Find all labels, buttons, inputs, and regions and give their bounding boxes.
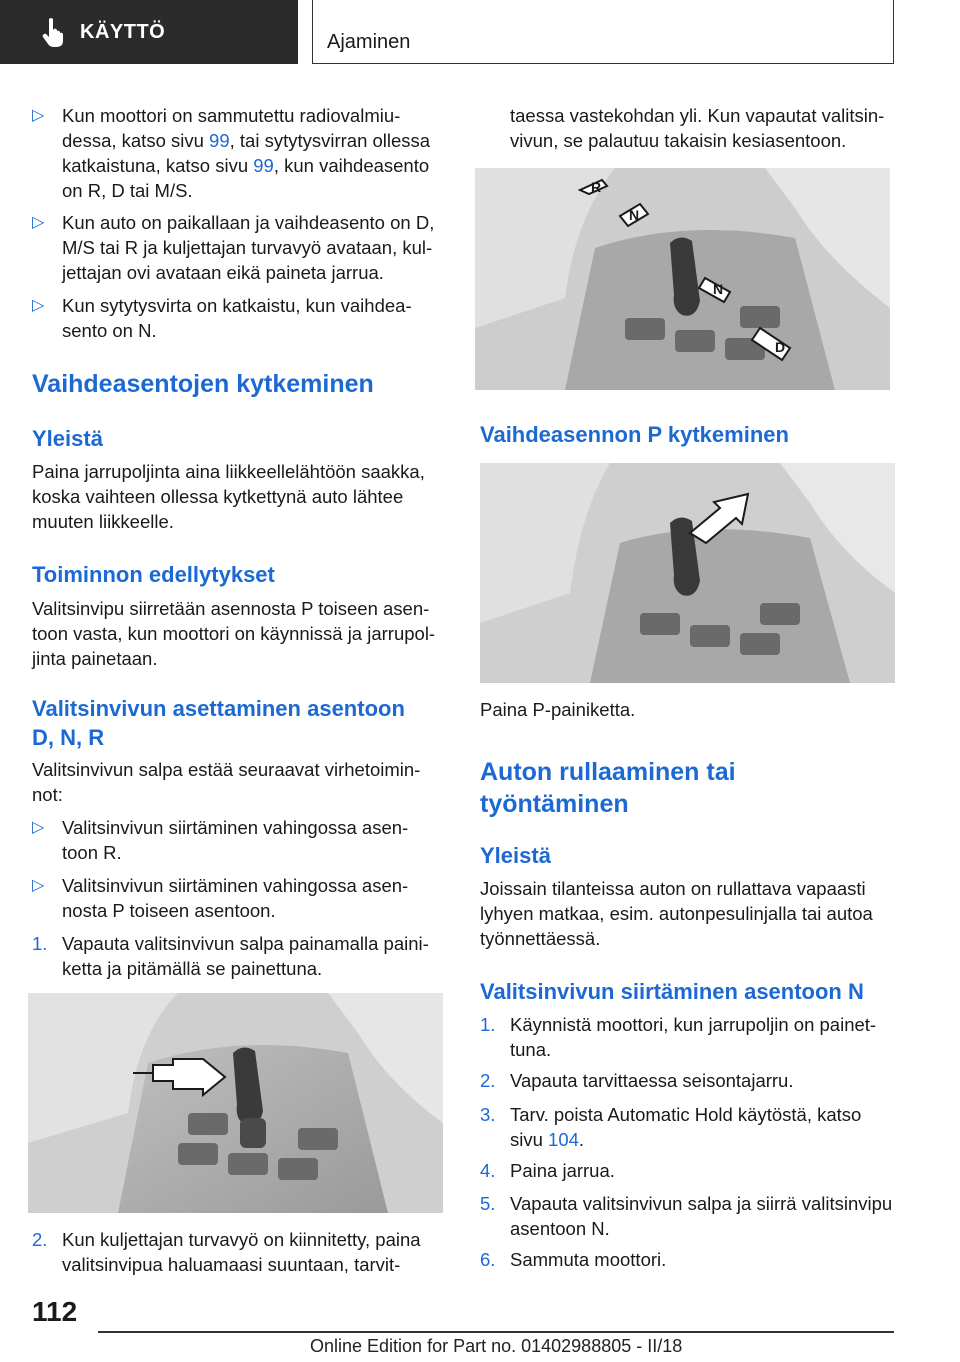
paragraph-valitsin: Valitsinvivun salpa estää seuraavat virhetoimin- not: — [32, 759, 421, 805]
text-line: jettajan ovi avataan eikä paineta jarrua. — [62, 262, 384, 283]
step-number: 4. — [480, 1160, 496, 1181]
footer-divider — [98, 1331, 894, 1333]
section-header — [312, 0, 894, 64]
heading-p-position: Vaihdeasennon P kytkeminen — [480, 422, 789, 447]
arrow-label: R — [591, 179, 602, 195]
heading-siirto: Valitsinvivun siirtäminen asentoon N — [480, 979, 864, 1004]
text-line: katkaistuna, katso sivu 99, kun vaihdeasento — [62, 155, 430, 176]
heading-main: Vaihdeasentojen kytkeminen — [32, 370, 374, 398]
page-link[interactable]: 99 — [209, 130, 230, 151]
paragraph-continued: taessa vastekohdan yli. Kun vapautat valitsin- vivun, se palautuu takaisin kesiasentoon. — [510, 105, 885, 151]
text-line: Kun auto on paikallaan ja vaihdeasento on D, — [62, 212, 435, 233]
step-number: 2. — [480, 1070, 496, 1091]
arrow-label: D — [775, 339, 786, 355]
paragraph-paina: Paina P-painiketta. — [480, 699, 636, 720]
step-number: 3. — [480, 1104, 496, 1125]
text-line: M/S tai R ja kuljettajan turvavyö avataan, kul- — [62, 237, 433, 258]
text-line: on R, D tai M/S. — [62, 180, 193, 201]
header-bar — [0, 0, 960, 66]
triangle-bullet-icon: ▷ — [32, 819, 45, 836]
step-number: 2. — [32, 1229, 48, 1250]
triangle-bullet-icon: ▷ — [32, 297, 45, 314]
gear-selector-image — [28, 993, 443, 1213]
triangle-bullet-icon: ▷ — [32, 214, 45, 231]
text-line: dessa, katso sivu 99, tai sytytysvirran ollessa — [62, 130, 431, 151]
paragraph-toiminnon: Valitsinvipu siirretään asennosta P toiseen asen- toon vasta, kun moottori on käynnissä ja jarrupol- jinta painetaan. — [32, 598, 436, 669]
section-title: Ajaminen — [327, 31, 411, 53]
step-number: 1. — [480, 1014, 496, 1035]
triangle-bullet-icon: ▷ — [32, 107, 45, 124]
page-link[interactable]: 104 — [548, 1129, 579, 1150]
step-number: 1. — [32, 933, 48, 954]
triangle-bullet-icon: ▷ — [32, 877, 45, 894]
heading-yleista: Yleistä — [32, 426, 103, 451]
heading-rullaaminen: Auton rullaaminen tai työntäminen — [480, 758, 736, 818]
chapter-tab[interactable] — [0, 0, 298, 64]
text-line: sento on N. — [62, 320, 157, 341]
paragraph-yleista: Paina jarrupoljinta aina liikkeellelähtöön saakka, koska vaihteen ollessa kytkettynä auto lähtee muuten liikkeelle. — [32, 461, 425, 532]
page-link[interactable]: 99 — [253, 155, 274, 176]
arrow-label: N — [629, 207, 640, 223]
step-number: 5. — [480, 1193, 496, 1214]
hand-pointer-icon — [40, 17, 66, 47]
text-line: Kun moottori on sammutettu radiovalmiu- — [62, 105, 401, 126]
page-number: 112 — [32, 1296, 78, 1327]
heading-valitsin: Valitsinvivun asettaminen asentoon D, N, R — [32, 696, 405, 750]
chapter-tab-label: KÄYTTÖ — [80, 20, 166, 43]
text-line: Kun sytytysvirta on katkaistu, kun vaihdea- — [62, 295, 412, 316]
arrow-label: N — [713, 281, 724, 297]
p-button-image — [480, 463, 895, 683]
gear-shift-arrows-image — [475, 168, 890, 390]
heading-yleista-right: Yleistä — [480, 843, 551, 868]
heading-toiminnon: Toiminnon edellytykset — [32, 562, 275, 587]
step-number: 6. — [480, 1249, 496, 1270]
paragraph-yleista-right: Joissain tilanteissa auton on rullattava vapaasti lyhyen matkaa, esim. autonpesulinjalla tai autoa työnnettäessä. — [480, 878, 873, 949]
footer-edition: Online Edition for Part no. 01402988805 - II/18 — [310, 1336, 683, 1356]
